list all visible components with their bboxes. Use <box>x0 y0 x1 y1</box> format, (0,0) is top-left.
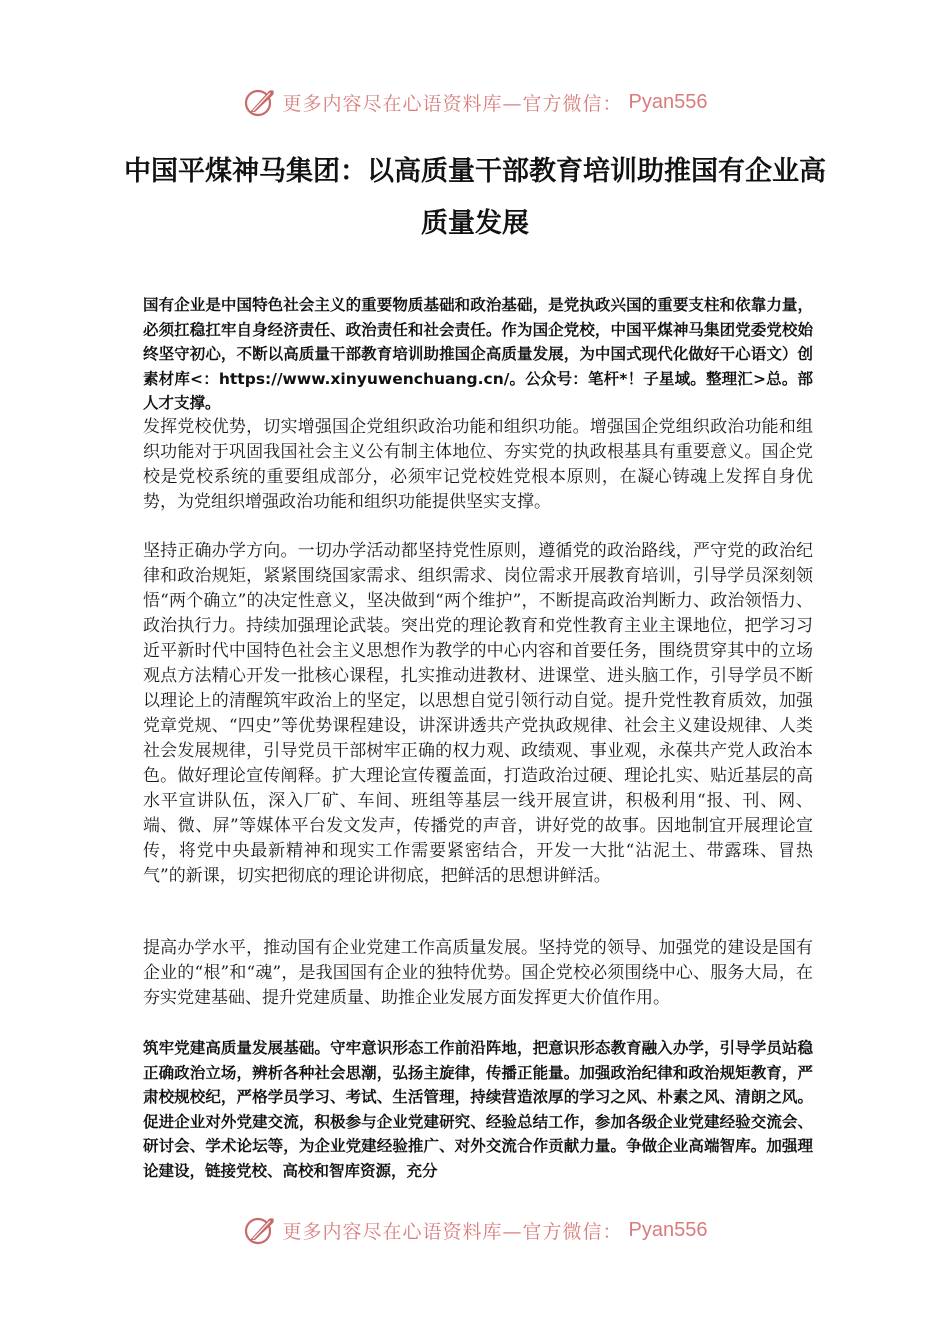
paragraph-party-building-foundation: 筑牢党建高质量发展基础。守牢意识形态工作前沿阵地，把意识形态教育融入办学，引导学员站稳正确政治立场，辨析各种社会思潮，弘扬主旋律，传播正能量。加强政治纪律和政治规矩教育，严肃校规校纪，严格学员学习、考试、生活管理，持续营造浓厚的学习之风、朴素之风、清朗之风。促进企业对外党建交流，积极参与企业党建研究、经验总结工作，参加各级企业党建经验交流会、研讨会、学术论坛等，为企业党建经验推广、对外交流合作贡献力量。争做企业高端智库。加强理论建设，链接党校、高校和智库资源，充分 <box>143 1039 813 1180</box>
footer-watermark-banner <box>0 1208 950 1252</box>
paragraph-party-school-advantage: 发挥党校优势，切实增强国企党组织政治功能和组织功能。增强国企党组织政治功能和组织功能对于巩固我国社会主义公有制主体地位、夯实党的执政根基具有重要意义。国企党校是党校系统的重要组成部分，必须牢记党校姓党根本原则，在凝心铸魂上发挥自身优势，为党组织增强政治功能和组织功能提供坚实支撑。 <box>143 417 813 512</box>
paragraph-correct-direction: 坚持正确办学方向。一切办学活动都坚持党性原则，遵循党的政治路线，严守党的政治纪律和政治规矩，紧紧围绕国家需求、组织需求、岗位需求开展教育培训，引导学员深刻领悟“两个确立”的决定性意义，坚决做到“两个维护”，不断提高政治判断力、政治领悟力、政治执行力。持续加强理论武装。突出党的理论教育和党性教育主业主课地位，把学习习近平新时代中国特色社会主义思想作为教学的中心内容和首要任务，围绕贯穿其中的立场观点方法精心开发一批核心课程，扎实推动进教材、进课堂、进头脑工作，引导学员不断以理论上的清醒筑牢政治上的坚定，以思想自觉引领行动自觉。提升党性教育质效，加强党章党规、“四史”等优势课程建设，讲深讲透共产党执政规律、社会主义建设规律、人类社会发展规律，引导党员干部树牢正确的权力观、政绩观、事业观，永葆共产党人政治本色。做好理论宣传阐释。扩大理论宣传覆盖面，打造政治过硬、理论扎实、贴近基层的高水平宣讲队伍，深入厂矿、车间、班组等基层一线开展宣讲，积极利用“报、刊、网、端、微、屏”等媒体平台发文发声，传播党的声音，讲好党的故事。因地制宜开展理论宣传，将党中央最新精神和现实工作需要紧密结合，开发一大批“沾泥土、带露珠、冒热气”的新课，切实把彻底的理论讲彻底，把鲜活的思想讲鲜活。 <box>143 541 813 886</box>
watermark-text: 更多内容尽在心语资料库—官方微信： <box>282 1220 623 1243</box>
watermark-wechat-id: Pyan556 <box>628 90 708 113</box>
paragraph-intro: 国有企业是中国特色社会主义的重要物质基础和政治基础，是党执政兴国的重要支柱和依靠力量，必须扛稳扛牢自身经济责任、政治责任和社会责任。作为国企党校，中国平煤神马集团党委党校始终坚守初心，不断以高质量干部教育培训助推国企高质量发展，为中国式现代化做好干心语文）创素材库<：https://www.xinyuwenchuang.cn/。公众号：笔杆*！子星域。整理汇>总。部人才支撑。 <box>143 296 813 412</box>
paragraph-improve-level: 提高办学水平，推动国有企业党建工作高质量发展。坚持党的领导、加强党的建设是国有企业的“根”和“魂”，是我国国有企业的独特优势。国企党校必须围绕中心、服务大局，在夯实党建基础、提升党建质量、助推企业发展方面发挥更大价值作用。 <box>143 938 813 1008</box>
document-body <box>143 293 813 1186</box>
watermark-wechat-id: Pyan556 <box>628 1218 708 1241</box>
document-title: 中国平煤神马集团：以高质量干部教育培训助推国有企业高质量发展 <box>124 156 826 239</box>
feather-quill-logo-icon <box>243 1213 277 1247</box>
feather-quill-logo-icon <box>243 85 277 119</box>
watermark-text: 更多内容尽在心语资料库—官方微信： <box>282 92 623 115</box>
header-watermark-banner <box>0 80 950 124</box>
